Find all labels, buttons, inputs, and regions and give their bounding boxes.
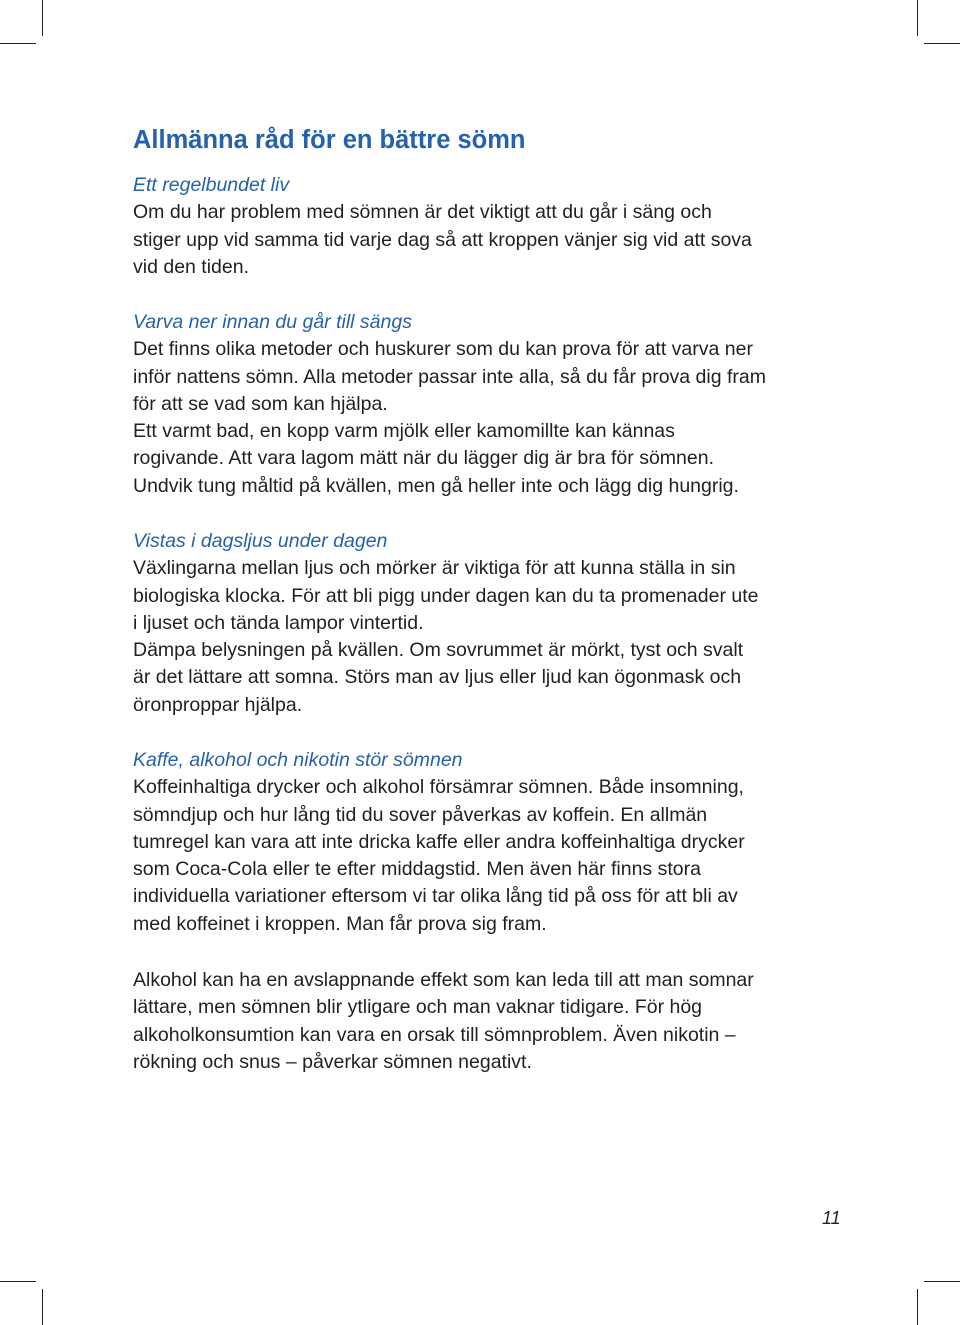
paragraph-line: Ett varmt bad, en kopp varm mjölk eller kamomillte kan kännas: [133, 420, 675, 443]
crop-mark-top-right-h: [924, 43, 960, 44]
section-wind-down: [133, 309, 853, 500]
paragraph-line: öronproppar hjälpa.: [133, 693, 303, 716]
crop-mark-top-left-h: [0, 43, 36, 44]
paragraph-line: Om du har problem med sömnen är det viktigt att du går i säng och: [133, 201, 712, 224]
paragraph-line: stiger upp vid samma tid varje dag så att kroppen vänjer sig vid att sova: [133, 228, 752, 251]
crop-mark-top-right: [917, 0, 918, 36]
section-heading: Kaffe, alkohol och nikotin stör sömnen: [133, 749, 463, 771]
paragraph-line: Växlingarna mellan ljus och mörker är viktiga för att kunna ställa in sin: [133, 557, 736, 580]
paragraph-line: Alkohol kan ha en avslappnande effekt som kan leda till att man somnar: [133, 969, 754, 991]
paragraph-line: rogivande. Att vara lagom mätt när du lägger dig är bra för sömnen.: [133, 447, 714, 470]
paragraph-line: individuella variationer eftersom vi tar olika lång tid på oss för att bli av: [133, 885, 738, 908]
crop-mark-top-left: [42, 0, 43, 36]
paragraph-line: alkoholkonsumtion kan vara en orsak till sömnproblem. Även nikotin –: [133, 1023, 736, 1046]
paragraph-line: Dämpa belysningen på kvällen. Om sovrummet är mörkt, tyst och svalt: [133, 639, 744, 662]
section-heading: Vistas i dagsljus under dagen: [133, 530, 388, 552]
section-caffeine-alcohol-nicotine: [133, 747, 853, 938]
paragraph-line: inför nattens sömn. Alla metoder passar inte alla, så du får prova dig fram: [133, 365, 766, 388]
page-number: 11: [822, 1208, 841, 1228]
section-heading: Ett regelbundet liv: [133, 174, 290, 196]
section-alcohol-paragraph: [133, 967, 853, 1076]
crop-mark-bottom-left: [42, 1289, 43, 1325]
paragraph-line: Det finns olika metoder och huskurer som du kan prova för att varva ner: [133, 338, 753, 361]
paragraph-line: vid den tiden.: [133, 255, 250, 278]
paragraph-line: Undvik tung måltid på kvällen, men gå heller inte och lägg dig hungrig.: [133, 474, 739, 497]
crop-mark-bottom-left-h: [0, 1281, 36, 1282]
paragraph-line: lättare, men sömnen blir ytligare och man vaknar tidigare. För hög: [133, 996, 703, 1019]
paragraph-line: biologiska klocka. För att bli pigg under dagen kan du ta promenader ute: [133, 584, 759, 607]
paragraph-line: tumregel kan vara att inte dricka kaffe eller andra koffeinhaltiga drycker: [133, 830, 745, 853]
section-regular-life: [133, 172, 853, 281]
section-heading: Varva ner innan du går till sängs: [133, 311, 412, 333]
page-title: Allmänna råd för en bättre sömn: [133, 126, 526, 154]
paragraph-line: med koffeinet i kroppen. Man får prova sig fram.: [133, 912, 547, 935]
crop-mark-bottom-right-h: [924, 1281, 960, 1282]
paragraph-line: för att se vad som kan hjälpa.: [133, 392, 388, 415]
paragraph-line: i ljuset och tända lampor vintertid.: [133, 611, 424, 634]
paragraph-line: rökning och snus – påverkar sömnen negativt.: [133, 1050, 532, 1073]
paragraph-line: sömndjup och hur lång tid du sover påverkas av koffein. En allmän: [133, 803, 708, 826]
paragraph-line: Koffeinhaltiga drycker och alkohol försämrar sömnen. Både insomning,: [133, 776, 744, 799]
crop-mark-bottom-right: [917, 1289, 918, 1325]
paragraph-line: som Coca-Cola eller te efter middagstid. Men även här finns stora: [133, 858, 701, 881]
paragraph-line: är det lättare att somna. Störs man av ljus eller ljud kan ögonmask och: [133, 666, 742, 689]
section-daylight: [133, 528, 853, 719]
